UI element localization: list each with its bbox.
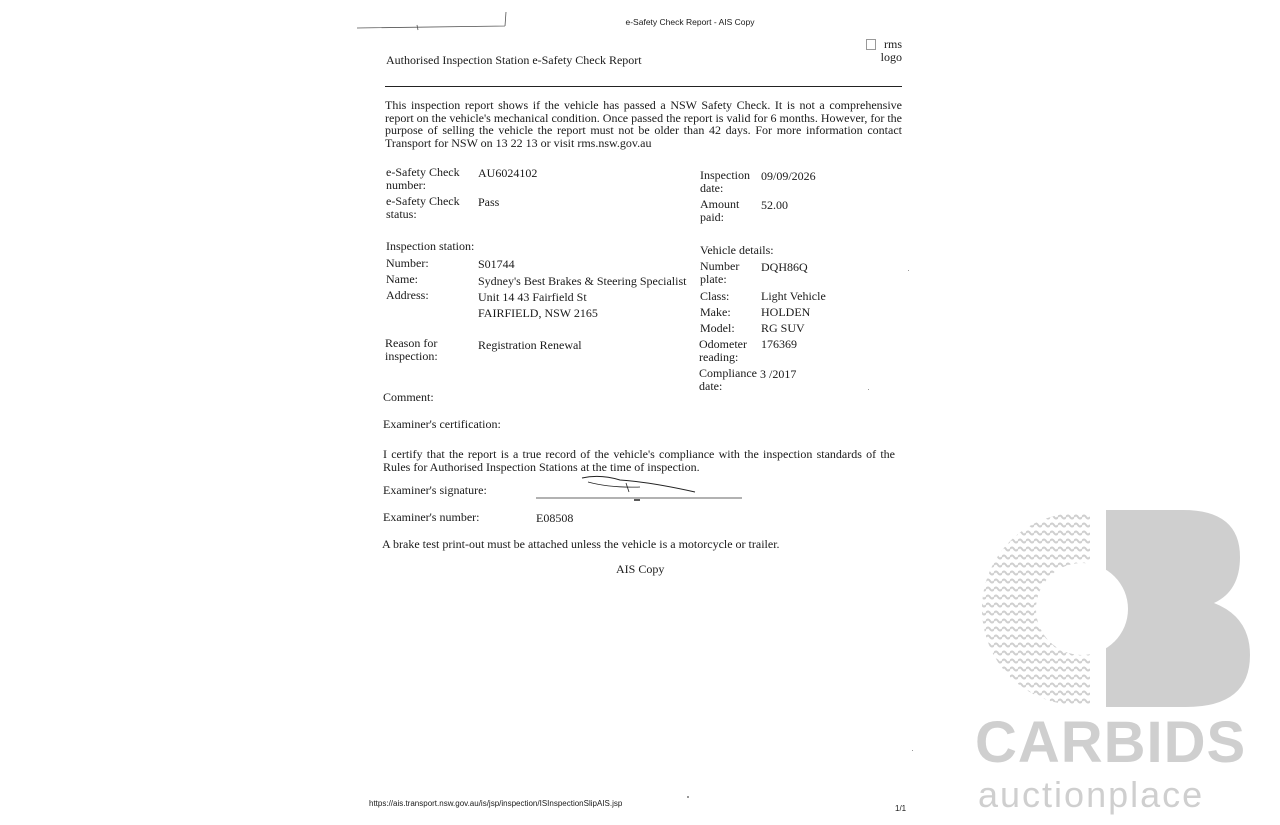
model-value: RG SUV bbox=[761, 321, 805, 335]
check-number-value: AU6024102 bbox=[478, 166, 538, 180]
odometer-label: Odometer reading: bbox=[699, 337, 747, 364]
class-value: Light Vehicle bbox=[761, 289, 826, 303]
inspection-date-label: Inspection date: bbox=[700, 168, 750, 195]
scan-speck bbox=[912, 750, 913, 751]
model-label: Model: bbox=[700, 321, 735, 335]
make-value: HOLDEN bbox=[761, 305, 811, 319]
footer-url: https://ais.transport.nsw.gov.au/is/jsp/inspection/ISInspectionSlipAIS.jsp bbox=[369, 799, 623, 808]
report-title: Authorised Inspection Station e-Safety Check Report bbox=[386, 53, 642, 67]
plate-label: Number plate: bbox=[700, 259, 740, 286]
scan-speck bbox=[908, 270, 909, 271]
certification-heading: Examiner's certification: bbox=[383, 417, 501, 431]
make-label: Make: bbox=[700, 305, 731, 319]
scan-artifact-line bbox=[355, 10, 510, 32]
class-label: Class: bbox=[700, 289, 730, 303]
watermark-brand: CARBIDS bbox=[975, 710, 1247, 775]
station-address-line1: Unit 14 43 Fairfield St bbox=[478, 290, 587, 304]
check-status-label: e-Safety Check status: bbox=[386, 194, 460, 221]
footer-page-number: 1/1 bbox=[895, 804, 907, 813]
station-heading: Inspection station: bbox=[386, 239, 475, 253]
plate-value: DQH86Q bbox=[761, 260, 808, 274]
compliance-label: Compliance date: bbox=[699, 366, 757, 393]
check-status-value: Pass bbox=[478, 195, 500, 209]
amount-paid-value: 52.00 bbox=[761, 198, 788, 212]
examiner-number-value: E08508 bbox=[536, 511, 574, 525]
logo-alt-text: rms logo bbox=[880, 37, 902, 64]
certification-text: I certify that the report is a true record of the vehicle's compliance with the inspection standards of the Rules for Authorised Inspection Stations at the time of inspection. bbox=[383, 447, 895, 474]
intro-paragraph: This inspection report shows if the vehicle has passed a NSW Safety Check. It is not a comprehensive report on the vehicle's mechanical condition. Once passed the report is valid for 6 months. However, for the purpose of selling the vehicle the report must not be older than 42 days. For more information contact Transport for NSW on 13 22 13 or visit rms.nsw.gov.au bbox=[385, 98, 902, 150]
reason-label: Reason for inspection: bbox=[385, 336, 438, 363]
station-number-label: Number: bbox=[386, 256, 429, 270]
scan-speck bbox=[868, 389, 869, 390]
odometer-value: 176369 bbox=[761, 337, 797, 351]
check-number-label: e-Safety Check number: bbox=[386, 165, 460, 192]
vehicle-heading: Vehicle details: bbox=[700, 243, 774, 257]
scan-speck bbox=[687, 796, 689, 798]
examiner-signature bbox=[530, 470, 750, 506]
compliance-value: 3 /2017 bbox=[760, 367, 797, 381]
station-address-label: Address: bbox=[386, 288, 429, 302]
brake-note: A brake test print-out must be attached unless the vehicle is a motorcycle or trailer. bbox=[382, 537, 780, 551]
comment-label: Comment: bbox=[383, 390, 434, 404]
station-address-line2: FAIRFIELD, NSW 2165 bbox=[478, 306, 598, 320]
station-name-value: Sydney's Best Brakes & Steering Specialist bbox=[478, 274, 687, 288]
reason-value: Registration Renewal bbox=[478, 338, 582, 352]
amount-paid-label: Amount paid: bbox=[700, 197, 740, 224]
rms-logo bbox=[864, 37, 904, 67]
watermark-tagline: auctionplace bbox=[978, 774, 1205, 815]
examiner-number-label: Examiner's number: bbox=[383, 510, 480, 524]
carbids-logo-mark bbox=[978, 505, 1258, 715]
title-divider bbox=[385, 86, 902, 87]
browser-header: e-Safety Check Report - AIS Copy bbox=[625, 17, 755, 27]
station-number-value: S01744 bbox=[478, 257, 515, 271]
station-name-label: Name: bbox=[386, 272, 418, 286]
ais-copy-label: AIS Copy bbox=[616, 562, 665, 576]
signature-label: Examiner's signature: bbox=[383, 483, 487, 497]
inspection-date-value: 09/09/2026 bbox=[761, 169, 816, 183]
